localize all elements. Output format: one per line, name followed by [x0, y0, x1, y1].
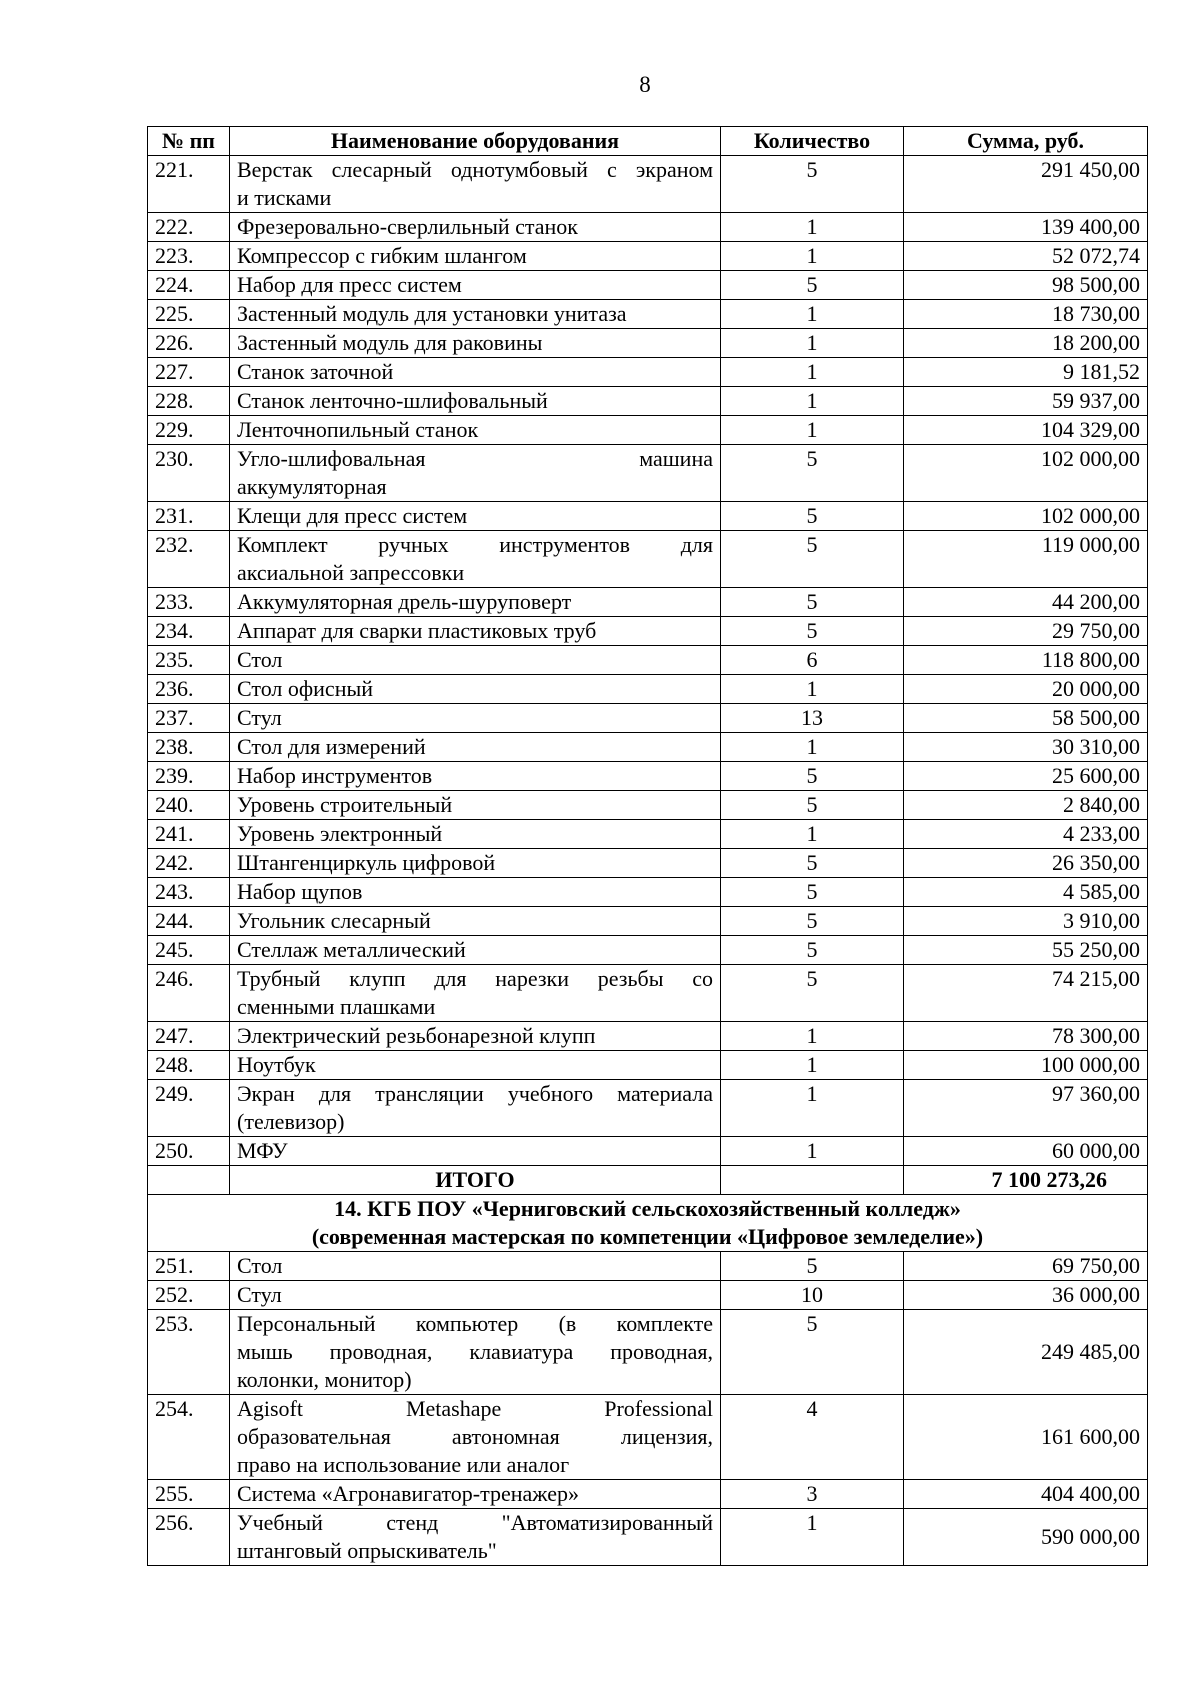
amount: 102 000,00	[904, 445, 1148, 502]
amount: 30 310,00	[904, 733, 1148, 762]
amount: 2 840,00	[904, 791, 1148, 820]
table-header	[148, 127, 1148, 156]
name-line: Стол	[237, 647, 283, 672]
row-number: 239.	[148, 762, 230, 791]
quantity: 1	[721, 1509, 904, 1566]
amount: 55 250,00	[904, 936, 1148, 965]
row-number: 256.	[148, 1509, 230, 1566]
equipment-name	[230, 849, 721, 878]
name-line: Стеллаж металлический	[237, 937, 466, 962]
equipment-name	[230, 329, 721, 358]
name-line: Комплект ручных инструментов для	[237, 532, 713, 557]
name-line: Стол для измерений	[237, 734, 426, 759]
name-line: Стол офисный	[237, 676, 374, 701]
quantity: 5	[721, 1252, 904, 1281]
quantity: 5	[721, 965, 904, 1022]
table-row	[148, 1310, 1148, 1395]
amount: 4 585,00	[904, 878, 1148, 907]
table-row	[148, 617, 1148, 646]
name-line: Учебный стенд "Автоматизированный	[237, 1510, 713, 1535]
name-line: аккумуляторная	[237, 474, 387, 499]
table-row	[148, 1281, 1148, 1310]
equipment-name	[230, 387, 721, 416]
total-label: ИТОГО	[230, 1166, 721, 1195]
name-line: Электрический резьбонарезной клупп	[237, 1023, 596, 1048]
equipment-name	[230, 242, 721, 271]
total-sum: 7 100 273,26	[904, 1166, 1148, 1195]
section-title	[148, 1195, 1148, 1252]
name-line: Ленточнопильный станок	[237, 417, 479, 442]
amount: 139 400,00	[904, 213, 1148, 242]
equipment-name	[230, 791, 721, 820]
equipment-name	[230, 1395, 721, 1480]
equipment-name	[230, 1281, 721, 1310]
header-name: Наименование оборудования	[230, 127, 721, 156]
row-number: 234.	[148, 617, 230, 646]
table-row	[148, 445, 1148, 502]
amount: 60 000,00	[904, 1137, 1148, 1166]
row-number: 223.	[148, 242, 230, 271]
total-empty	[148, 1166, 230, 1195]
amount: 18 730,00	[904, 300, 1148, 329]
table-row	[148, 1252, 1148, 1281]
table-row	[148, 1051, 1148, 1080]
name-line: Верстак слесарный однотумбовый с экраном	[237, 157, 713, 182]
equipment-name	[230, 617, 721, 646]
table-row	[148, 1022, 1148, 1051]
name-line: Стол	[237, 1253, 283, 1278]
quantity: 5	[721, 907, 904, 936]
name-line: Экран для трансляции учебного материала	[237, 1081, 713, 1106]
quantity: 6	[721, 646, 904, 675]
table-row	[148, 704, 1148, 733]
table-row	[148, 965, 1148, 1022]
amount: 36 000,00	[904, 1281, 1148, 1310]
quantity: 5	[721, 878, 904, 907]
row-number: 225.	[148, 300, 230, 329]
total-row	[148, 1166, 1148, 1195]
name-line: Аккумуляторная дрель-шуруповерт	[237, 589, 572, 614]
equipment-name	[230, 762, 721, 791]
equipment-name	[230, 300, 721, 329]
quantity: 1	[721, 329, 904, 358]
equipment-name	[230, 733, 721, 762]
quantity: 5	[721, 617, 904, 646]
amount: 404 400,00	[904, 1480, 1148, 1509]
row-number: 252.	[148, 1281, 230, 1310]
name-line: Набор щупов	[237, 879, 363, 904]
quantity: 1	[721, 416, 904, 445]
row-number: 251.	[148, 1252, 230, 1281]
name-line: штанговый опрыскиватель"	[237, 1538, 497, 1563]
table-row	[148, 329, 1148, 358]
equipment-table	[147, 126, 1148, 1566]
amount: 69 750,00	[904, 1252, 1148, 1281]
page-number: 8	[639, 72, 651, 97]
amount: 58 500,00	[904, 704, 1148, 733]
equipment-name	[230, 965, 721, 1022]
row-number: 245.	[148, 936, 230, 965]
table-row	[148, 358, 1148, 387]
equipment-name	[230, 1310, 721, 1395]
equipment-name	[230, 820, 721, 849]
quantity: 5	[721, 849, 904, 878]
equipment-name	[230, 1080, 721, 1137]
equipment-name	[230, 1137, 721, 1166]
amount: 26 350,00	[904, 849, 1148, 878]
equipment-name	[230, 445, 721, 502]
equipment-name	[230, 1480, 721, 1509]
amount: 590 000,00	[904, 1509, 1148, 1566]
table-row	[148, 416, 1148, 445]
row-number: 240.	[148, 791, 230, 820]
name-line: Система «Агронавигатор-тренажер»	[237, 1481, 579, 1506]
name-line: Стул	[237, 1282, 282, 1307]
name-line: Набор для пресс систем	[237, 272, 462, 297]
row-number: 221.	[148, 156, 230, 213]
equipment-name	[230, 271, 721, 300]
amount: 29 750,00	[904, 617, 1148, 646]
quantity: 4	[721, 1395, 904, 1480]
table-row	[148, 878, 1148, 907]
name-line: колонки, монитор)	[237, 1367, 412, 1392]
name-line: МФУ	[237, 1138, 288, 1163]
quantity: 5	[721, 156, 904, 213]
table-row	[148, 762, 1148, 791]
row-number: 226.	[148, 329, 230, 358]
name-line: Набор инструментов	[237, 763, 433, 788]
equipment-name	[230, 588, 721, 617]
equipment-name	[230, 1022, 721, 1051]
row-number: 246.	[148, 965, 230, 1022]
row-number: 229.	[148, 416, 230, 445]
equipment-name	[230, 646, 721, 675]
name-line: образовательная автономная лицензия,	[237, 1424, 713, 1449]
quantity: 1	[721, 387, 904, 416]
quantity: 5	[721, 531, 904, 588]
quantity: 13	[721, 704, 904, 733]
quantity: 5	[721, 271, 904, 300]
quantity: 1	[721, 213, 904, 242]
row-number: 228.	[148, 387, 230, 416]
table-row	[148, 387, 1148, 416]
equipment-name	[230, 1509, 721, 1566]
header-sum: Сумма, руб.	[904, 127, 1148, 156]
name-line: Станок ленточно-шлифовальный	[237, 388, 548, 413]
amount: 3 910,00	[904, 907, 1148, 936]
table-row	[148, 502, 1148, 531]
name-line: сменными плашками	[237, 994, 436, 1019]
amount: 291 450,00	[904, 156, 1148, 213]
amount: 97 360,00	[904, 1080, 1148, 1137]
name-line: Станок заточной	[237, 359, 394, 384]
amount: 9 181,52	[904, 358, 1148, 387]
quantity: 1	[721, 1080, 904, 1137]
table-row	[148, 675, 1148, 704]
amount: 161 600,00	[904, 1395, 1148, 1480]
row-number: 243.	[148, 878, 230, 907]
amount: 74 215,00	[904, 965, 1148, 1022]
name-line: Компрессор с гибким шлангом	[237, 243, 527, 268]
equipment-name	[230, 936, 721, 965]
name-line: Штангенциркуль цифровой	[237, 850, 496, 875]
name-line: Угло-шлифовальная машина	[237, 446, 713, 471]
table-row	[148, 300, 1148, 329]
quantity: 1	[721, 1051, 904, 1080]
header-qty: Количество	[721, 127, 904, 156]
row-number: 241.	[148, 820, 230, 849]
amount: 102 000,00	[904, 502, 1148, 531]
table-row	[148, 156, 1148, 213]
quantity: 1	[721, 733, 904, 762]
quantity: 1	[721, 300, 904, 329]
amount: 59 937,00	[904, 387, 1148, 416]
amount: 4 233,00	[904, 820, 1148, 849]
table-row	[148, 271, 1148, 300]
equipment-name	[230, 502, 721, 531]
row-number: 238.	[148, 733, 230, 762]
section-line1: 14. КГБ ПОУ «Черниговский сельскохозяйственный колледж»	[334, 1196, 961, 1221]
table-row	[148, 733, 1148, 762]
row-number: 254.	[148, 1395, 230, 1480]
quantity: 1	[721, 358, 904, 387]
amount: 78 300,00	[904, 1022, 1148, 1051]
name-line: (телевизор)	[237, 1109, 345, 1134]
row-number: 236.	[148, 675, 230, 704]
table-row	[148, 936, 1148, 965]
total-qty-empty	[721, 1166, 904, 1195]
name-line: Agisoft Metashape Professional	[237, 1396, 713, 1421]
table-row	[148, 531, 1148, 588]
quantity: 1	[721, 242, 904, 271]
name-line: Трубный клупп для нарезки резьбы со	[237, 966, 713, 991]
row-number: 253.	[148, 1310, 230, 1395]
table-row	[148, 820, 1148, 849]
quantity: 1	[721, 1022, 904, 1051]
quantity: 5	[721, 936, 904, 965]
equipment-name	[230, 156, 721, 213]
name-line: Фрезеровально-сверлильный станок	[237, 214, 578, 239]
section-row	[148, 1195, 1148, 1252]
quantity: 5	[721, 791, 904, 820]
amount: 20 000,00	[904, 675, 1148, 704]
quantity: 1	[721, 1137, 904, 1166]
quantity: 5	[721, 588, 904, 617]
name-line: Застенный модуль для установки унитаза	[237, 301, 627, 326]
section-line2: (современная мастерская по компетенции «Цифровое земледелие»)	[311, 1224, 984, 1249]
row-number: 232.	[148, 531, 230, 588]
name-line: Застенный модуль для раковины	[237, 330, 543, 355]
row-number: 231.	[148, 502, 230, 531]
name-line: аксиальной запрессовки	[237, 560, 465, 585]
equipment-name	[230, 213, 721, 242]
quantity: 3	[721, 1480, 904, 1509]
name-line: право на использование или аналог	[237, 1452, 570, 1477]
name-line: Угольник слесарный	[237, 908, 431, 933]
quantity: 1	[721, 675, 904, 704]
row-number: 237.	[148, 704, 230, 733]
table-row	[148, 1509, 1148, 1566]
row-number: 244.	[148, 907, 230, 936]
quantity: 5	[721, 502, 904, 531]
equipment-name	[230, 358, 721, 387]
name-line: Персональный компьютер (в комплекте	[237, 1311, 713, 1336]
equipment-name	[230, 416, 721, 445]
equipment-name	[230, 704, 721, 733]
header-num: № пп	[148, 127, 230, 156]
quantity: 5	[721, 762, 904, 791]
amount: 249 485,00	[904, 1310, 1148, 1395]
name-line: Аппарат для сварки пластиковых труб	[237, 618, 597, 643]
table-row	[148, 646, 1148, 675]
equipment-name	[230, 675, 721, 704]
name-line: Уровень электронный	[237, 821, 443, 846]
row-number: 248.	[148, 1051, 230, 1080]
quantity: 5	[721, 445, 904, 502]
table-row	[148, 588, 1148, 617]
amount: 118 800,00	[904, 646, 1148, 675]
name-line: и тисками	[237, 185, 332, 210]
table-row	[148, 1395, 1148, 1480]
row-number: 222.	[148, 213, 230, 242]
amount: 119 000,00	[904, 531, 1148, 588]
table-row	[148, 849, 1148, 878]
amount: 44 200,00	[904, 588, 1148, 617]
row-number: 224.	[148, 271, 230, 300]
table-row	[148, 1137, 1148, 1166]
table-row	[148, 1080, 1148, 1137]
row-number: 247.	[148, 1022, 230, 1051]
row-number: 227.	[148, 358, 230, 387]
quantity: 5	[721, 1310, 904, 1395]
equipment-name	[230, 1051, 721, 1080]
row-number: 255.	[148, 1480, 230, 1509]
table-row	[148, 791, 1148, 820]
name-line: Ноутбук	[237, 1052, 316, 1077]
name-line: мышь проводная, клавиатура проводная,	[237, 1339, 713, 1364]
equipment-name	[230, 531, 721, 588]
row-number: 249.	[148, 1080, 230, 1137]
row-number: 250.	[148, 1137, 230, 1166]
row-number: 235.	[148, 646, 230, 675]
table-row	[148, 213, 1148, 242]
amount: 18 200,00	[904, 329, 1148, 358]
table-row	[148, 907, 1148, 936]
name-line: Стул	[237, 705, 282, 730]
equipment-name	[230, 1252, 721, 1281]
amount: 100 000,00	[904, 1051, 1148, 1080]
name-line: Клещи для пресс систем	[237, 503, 468, 528]
table-row	[148, 1480, 1148, 1509]
row-number: 233.	[148, 588, 230, 617]
equipment-name	[230, 878, 721, 907]
quantity: 10	[721, 1281, 904, 1310]
amount: 98 500,00	[904, 271, 1148, 300]
quantity: 1	[721, 820, 904, 849]
name-line: Уровень строительный	[237, 792, 453, 817]
amount: 25 600,00	[904, 762, 1148, 791]
row-number: 230.	[148, 445, 230, 502]
table-row	[148, 242, 1148, 271]
amount: 104 329,00	[904, 416, 1148, 445]
row-number: 242.	[148, 849, 230, 878]
equipment-name	[230, 907, 721, 936]
amount: 52 072,74	[904, 242, 1148, 271]
